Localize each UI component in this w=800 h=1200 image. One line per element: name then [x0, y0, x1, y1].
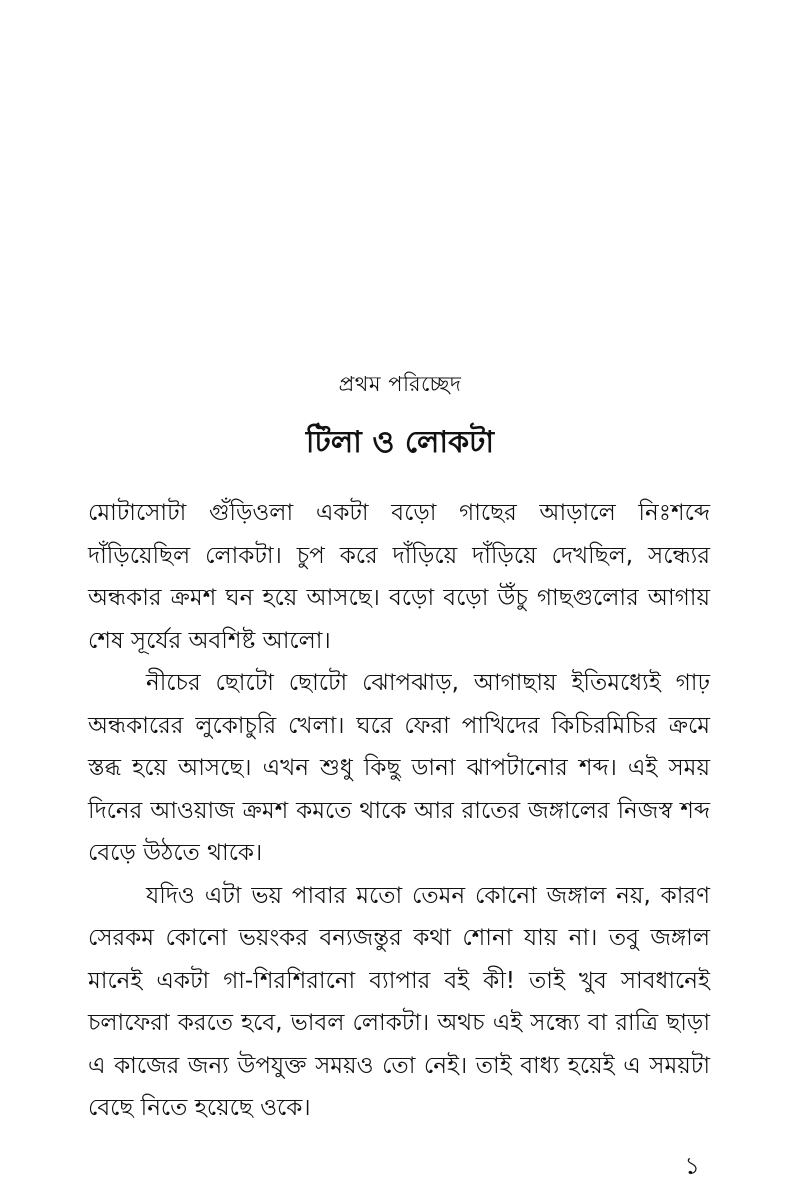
- paragraph-2: নীচের ছোটো ছোটো ঝোপঝাড়, আগাছায় ইতিমধ্যেই গাঢ় অন্ধকারের লুকোচুরি খেলা। ঘরে ফেরা পাখিদের কিচিরমিচির ক্রমে স্তব্ধ হয়ে আসছে। এখন শুধু কিছু ডানা ঝাপটানোর শব্দ। এই সময় দিনের আওয়াজ ক্রমশ কমতে থাকে আর রাতের জঙ্গালের নিজস্ব শব্দ বেড়ে উঠতে থাকে।: [88, 670, 710, 866]
- chapter-title: টিলা ও লোকটা: [305, 425, 495, 460]
- paragraph-3: যদিও এটা ভয় পাবার মতো তেমন কোনো জঙ্গাল নয়, কারণ সেরকম কোনো ভয়ংকর বন্যজন্তুর কথা শোনা যায় না। তবু জঙ্গাল মানেই একটা গা-শিরশিরানো ব্যাপার বই কী! তাই খুব সাবধানেই চলাফেরা করতে হবে, ভাবল লোকটা। অথচ এই সন্ধ্যে বা রাত্রি ছাড়া এ কাজের জন্য উপযুক্ত সময়ও তো নেই। তাই বাধ্য হয়েই এ সময়টা বেছে নিতে হয়েছে ওকে।: [88, 882, 710, 1121]
- paragraph-1: মোটাসোটা গুঁড়িওলা একটা বড়ো গাছের আড়ালে নিঃশব্দে দাঁড়িয়েছিল লোকটা। চুপ করে দাঁড়িয়ে দাঁড়িয়ে দেখছিল, সন্ধ্যের অন্ধকার ক্রমশ ঘন হয়ে আসছে। বড়ো বড়ো উঁচু গাছগুলোর আগায় শেষ সূর্যের অবশিষ্ট আলো।: [88, 500, 710, 654]
- page-number: ১: [684, 1152, 700, 1180]
- chapter-label: প্রথম পরিচ্ছেদ: [338, 372, 462, 396]
- body-text: [88, 492, 710, 1130]
